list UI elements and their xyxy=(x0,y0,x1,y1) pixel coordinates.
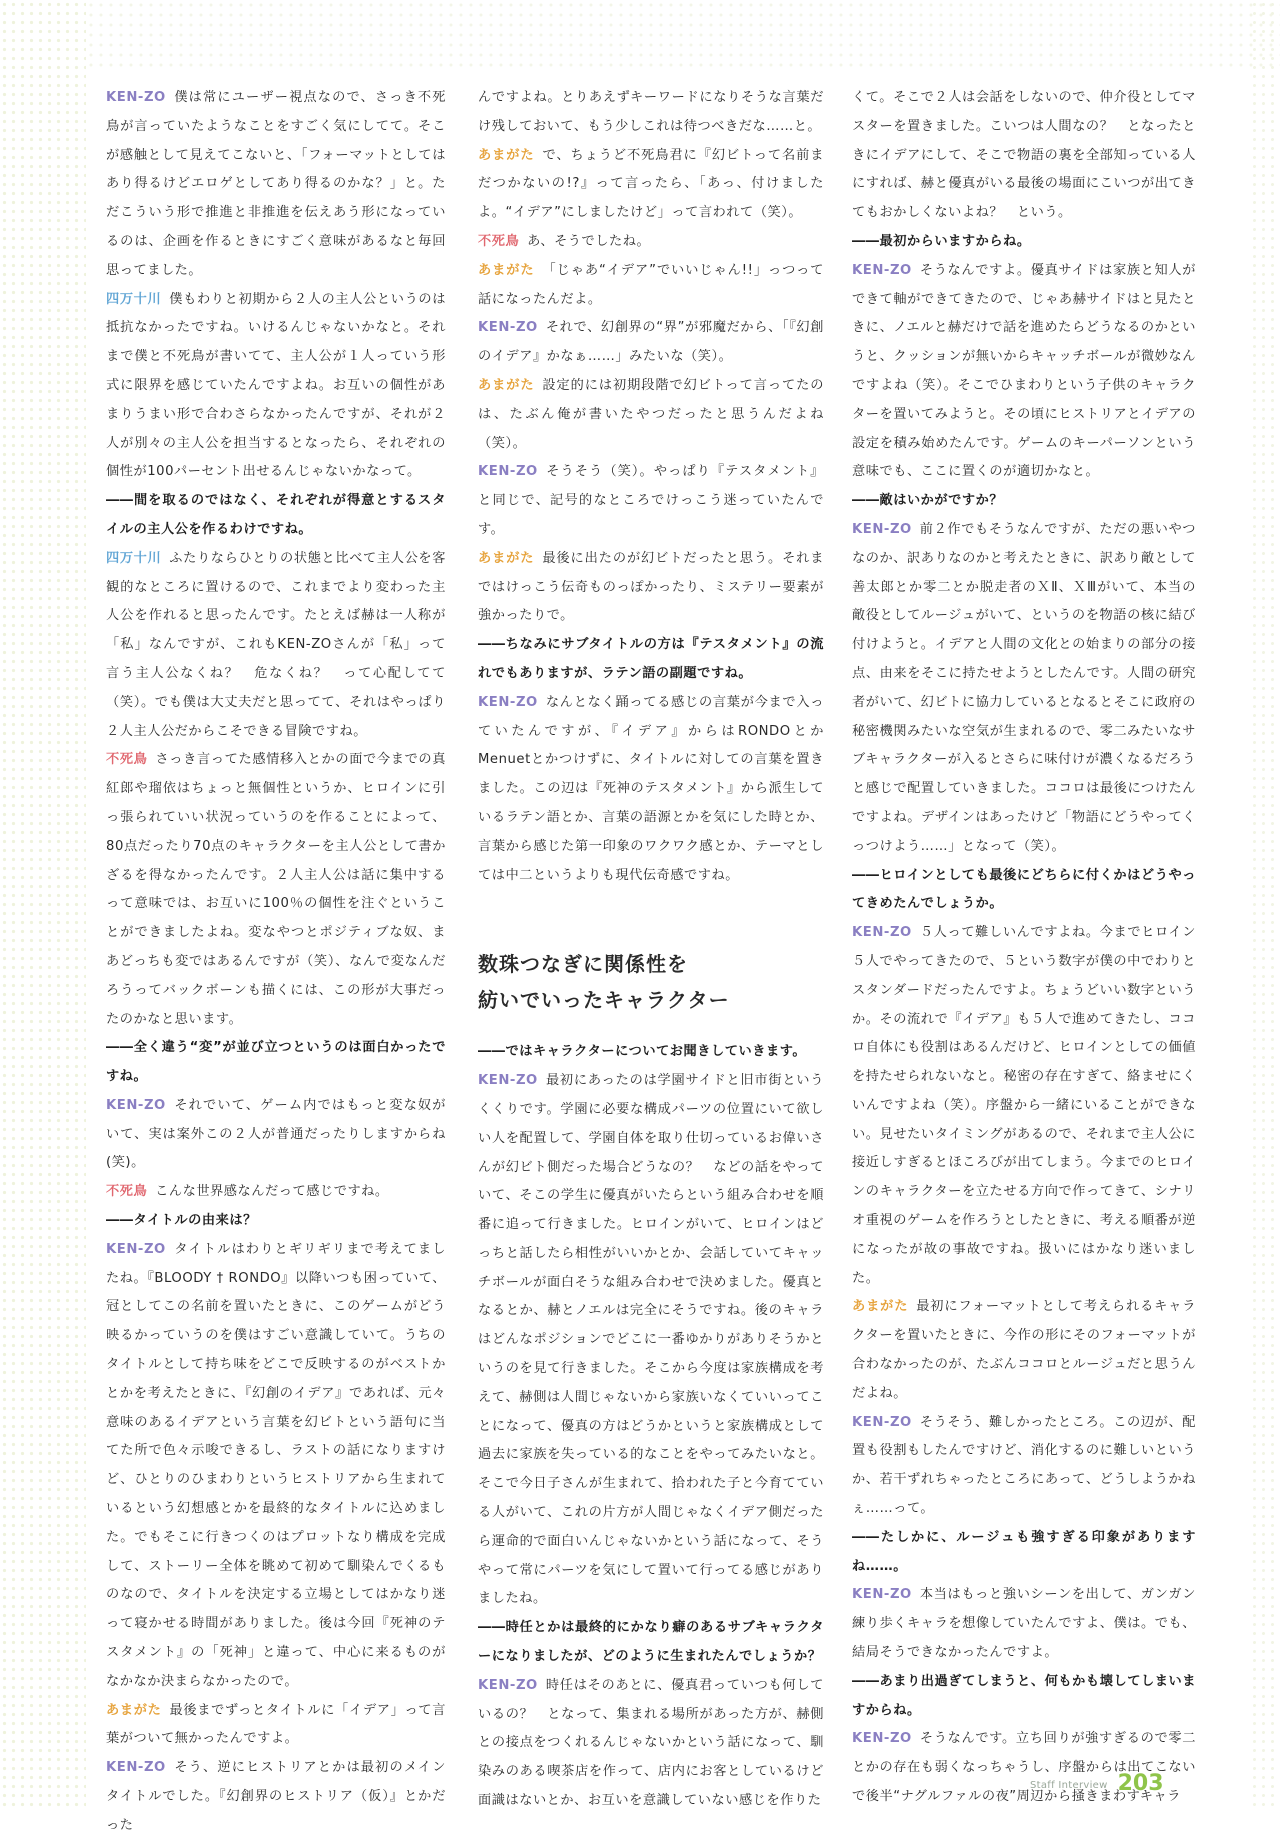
speaker-text: 最初にあったのは学園サイドと旧市街というくくりです。学園に必要な構成パーツの位置にいて欲しい人を配置して、学園自体を取り仕切っているお偉いさんが幻ビト側だった場合どうなの？ などの話をやっていて、そこの学生に優真がいたらという組み合わせを順番に追って行きました。ヒロインがいて、ヒロインはどっちと話したら相性がいいかとか、会話していてキャッチボールが面白そうな組み合わせで決めました。優真となるとか、赫とノエルは完全にそうですね。後のキャラはどんなポジションでどこに一番ゆかりがありそうかというのを見て行きました。そこから今度は家族構成を考えて、赫側は人間じゃないから家族いなくていいってことになって、優真の方はどうかというと家族構成として過去に家族を失っている的なことをやってみたいなと。そこで今日子さんが生まれて、拾われた子と今育てている人がいて、これの片方が人間じゃなくイデア側だったら運命的で面白いんじゃないかという話になって、そうやって常にパーツを気にして置いて行ってる感じがありましたね。 xyxy=(478,1073,824,1607)
speaker-text: そう、逆にヒストリアとかは最初のメインタイトルでした。『幻創界のヒストリア（仮）』とかだった xyxy=(106,1760,446,1833)
speaker-line xyxy=(478,545,824,631)
page-number: 203 xyxy=(1117,1771,1164,1796)
speaker-text: 最後に出たのが幻ビトだったと思う。それまではけっこう伝奇ものっぽかったり、ミステリー要素が強かったりで。 xyxy=(478,550,825,624)
speaker-name: 不死鳥 xyxy=(478,233,520,249)
speaker-name: KEN-ZO xyxy=(106,90,166,105)
interviewer-question: ――全く違う“変”が並び立つというのは面白かったですね。 xyxy=(106,1040,446,1085)
speaker-text: 僕もわりと初期から２人の主人公というのは抵抗なかったですね。いけるんじゃないかなと。それまで僕と不死鳥が書いてて、主人公が１人っていう形式に限界を感じていたんですよね。お互いの個性があまりうまい形で合わさらなかったんですが、それが２人が別々の主人公を担当するとなったら、それぞれの個性が100パーセント出せるんじゃないかなって。 xyxy=(106,291,447,480)
speaker-line xyxy=(106,1754,446,1840)
speaker-name: あまがた xyxy=(478,147,535,163)
speaker-text: 最後までずっとタイトルに「イデア」って言葉がついて無かったんですよ。 xyxy=(106,1702,447,1747)
speaker-name: KEN-ZO xyxy=(478,694,538,710)
speaker-text: ふたりならひとりの状態と比べて主人公を客観的なところに置けるので、これまでより変わった主人公を作れると思ったんです。たとえば赫は一人称が「私」なんですが、これもKEN-ZOさんが「私」って言う主人公なくね？ 危なくね？ って心配してて（笑）。でも僕は大丈夫だと思ってて、それはやっぱり２人主人公だからこそできる冒険ですね。 xyxy=(106,550,447,739)
speaker-line xyxy=(106,286,446,488)
speaker-text: 「じゃあ“イデア”でいいじゃん!!」っつって話になったんだよ。 xyxy=(478,262,824,307)
dotted-margin-right xyxy=(1250,0,1280,1810)
speaker-name: あまがた xyxy=(478,377,535,393)
speaker-name: あまがた xyxy=(478,262,535,278)
speaker-text: ５人って難しいんですよね。今までヒロイン５人でやってきたので、５という数字が僕の中でわりとスタンダードだったんですよ。ちょうどいい数字というか。その流れで『イデア』も５人で進めてきたし、ココロ自体にも役割はあるんだけど、ヒロインとしての価値を持たせられないなと。秘密の存在すぎて、絡ませにくいんですよね（笑）。序盤から一緒にいることができない。見せたいタイミングがあるので、それまで主人公に接近しすぎるとほころびが出てしまう。今までのヒロインのキャラクターを立たせる方向で作ってきて、シナリオ重視のゲームを作ろうとしたときに、考える順番が逆になったが故の事故ですね。扱いにはかなり迷いました。 xyxy=(852,925,1196,1286)
speaker-text: そうなんですよ。優真サイドは家族と知人ができて軸ができてきたので、じゃあ赫サイドはと見たときに、ノエルと赫だけで話を進めたらどうなるのかというと、クッションが無いからキャッチボールが微妙なんですよね（笑）。そこでひまわりという子供のキャラクターを置いてみようと。その頃にヒストリアとイデアの設定を積み始めたんです。ゲームのキーパーソンという意味でも、ここに置くのが適切かなと。 xyxy=(852,262,1196,480)
speaker-line xyxy=(852,919,1196,1293)
section-heading: 数珠つなぎに関係性を 紡いでいったキャラクター xyxy=(478,952,730,1013)
speaker-name: KEN-ZO xyxy=(852,1414,912,1430)
speaker-line xyxy=(106,1092,446,1178)
speaker-text: 設定的には初期段階で幻ビトって言ってたのは、たぶん俺が書いたやつだったと思うんだよね（笑）。 xyxy=(478,377,824,451)
speaker-text: 最初にフォーマットとして考えられるキャラクターを置いたときに、今作の形にそのフォーマットが合わなかったのが、たぶんココロとルージュだと思うんだよね。 xyxy=(852,1299,1197,1401)
speaker-name: KEN-ZO xyxy=(106,1241,166,1257)
speaker-name: KEN-ZO xyxy=(852,521,912,537)
speaker-text: タイトルはわりとギリギリまで考えてましたね。『BLOODY † RONDO』以降いつも困っていて、冠としてこの名前を置いたときに、このゲームがどう映るかっていうのを僕はすごい意識していて。うちのタイトルとして持ち味をどこで反映するのがベストかとかを考えたときに、『幻創のイデア』であれば、元々意味のあるイデアという言葉を幻ビトという語句に当てた所で色々示唆できるし、ラストの話になりますけど、ひとりのひまわりというヒストリアから生まれているという幻想感とかを最終的なタイトルに込めました。でもそこに行きつくのはプロットなり構成を完成して、ストーリー全体を眺めて初めて馴染んでくるものなので、タイトルを決定する立場としてはかなり迷って寝かせる時間がありました。後は今回『死神のテスタメント』の「死神」と違って、中心に来るものがなかなか決まらなかったので。 xyxy=(106,1241,446,1689)
speaker-line xyxy=(106,746,446,1034)
speaker-line xyxy=(478,372,824,458)
speaker-name: 不死鳥 xyxy=(106,752,148,768)
speaker-name: 四万十川 xyxy=(106,291,162,307)
speaker-line xyxy=(106,1697,446,1755)
speaker-line xyxy=(106,1236,446,1697)
continued-text: んですよね。とりあえずキーワードになりそうな言葉だけ残しておいて、もう少しこれは待つべきだな……と。 xyxy=(478,90,824,134)
interviewer-question: ――最初からいますからね。 xyxy=(852,233,1031,249)
speaker-line xyxy=(478,689,824,891)
speaker-name: KEN-ZO xyxy=(852,1587,912,1603)
speaker-line xyxy=(106,1178,446,1207)
speaker-line xyxy=(852,1293,1196,1408)
page-footer xyxy=(1030,1766,1210,1796)
interviewer-question: ――ヒロインとしても最後にどちらに付くかはどうやってきめたんでしょうか。 xyxy=(852,867,1196,912)
speaker-line xyxy=(478,228,824,257)
speaker-name: KEN-ZO xyxy=(478,464,538,480)
speaker-line xyxy=(478,1067,824,1614)
speaker-name: あまがた xyxy=(852,1299,909,1315)
footer-section-label: Staff Interview xyxy=(1030,1780,1108,1791)
speaker-line xyxy=(106,84,446,286)
speaker-text: なんとなく踊ってる感じの言葉が今まで入っていたんですが、『イデア』からはRONDOとかMenuetとかつけずに、タイトルに対しての言葉を置きました。この辺は『死神のテスタメント』から派生しているラテン語とか、言葉の語源とかを気にした時とか、言葉から感じた第一印象のワクワク感とか、テーマとしては中二というよりも現代伝奇感ですね。 xyxy=(478,694,824,883)
speaker-text: こんな世界感なんだって感じですね。 xyxy=(155,1184,389,1200)
speaker-text: 僕は常にユーザー視点なので、さっき不死鳥が言っていたようなことをすごく気にしてて。そこが感触として見えてこないと、「フォーマットとしてはあり得るけどエロゲとしてあり得るのかな？」と。ただこういう形で推進と非推進を伝えあう形になっているのは、企画を作るときにすごく意味があるなと毎回思ってました。 xyxy=(106,90,446,278)
speaker-name: 不死鳥 xyxy=(106,1184,148,1200)
column-2 xyxy=(478,84,824,1816)
column-3 xyxy=(852,84,1196,1812)
speaker-line xyxy=(478,257,824,315)
speaker-text: そうそう、難しかったところ。この辺が、配置も役割もしたんですけど、消化するのに難しいというか、若干ずれちゃったところにあって、どうしようかねぇ……って。 xyxy=(852,1414,1196,1517)
speaker-text: 前２作でもそうなんですが、ただの悪いやつなのか、訳ありなのかと考えたときに、訳あり敵として善太郎とか零二とか脱走者のＸⅡ、ＸⅢがいて、本当の敵役としてルージュがいて、というのを物語の核に結び付けようと。イデアと人間の文化との始まりの部分の接点、由来をそこに持たせようとしたんです。人間の研究者がいて、幻ビトに協力しているとなるとそこに政府の秘密機関みたいな空気が生まれるので、零二みたいなサブキャラクターが入るとさらに味付けが濃くなるだろうと感じで配置していきました。ココロは最後につけたんですよね。デザインはあったけど「物語にどうやってくっつけよう……」となって（笑）。 xyxy=(852,521,1196,854)
interviewer-question: ――あまり出過ぎてしまうと、何もかも壊してしまいますからね。 xyxy=(852,1673,1196,1718)
dotted-margin-top xyxy=(86,0,1280,70)
continued-text: くて。そこで２人は会話をしないので、仲介役としてマスターを置きました。こいつは人間なの？ となったときにイデアにして、そこで物語の裏を全部知っている人にすれば、赫と優真がいる最後の場面にこいつが出てきてもおかしくないよね？ という。 xyxy=(852,90,1196,221)
speaker-name: KEN-ZO xyxy=(106,1760,166,1776)
column-1 xyxy=(106,84,446,1841)
speaker-line xyxy=(852,257,1196,487)
speaker-text: それで、幻創界の“界”が邪魔だから、「『幻創のイデア』かなぁ……」みたいな（笑）。 xyxy=(478,320,824,365)
interviewer-question: ――時任とかは最終的にかなり癖のあるサブキャラクターになりましたが、どのように生まれたんでしょうか？ xyxy=(478,1620,824,1665)
speaker-name: 四万十川 xyxy=(106,550,162,566)
speaker-text: そうなんです。立ち回りが強すぎるので零二とかの存在も弱くなっちゃうし、序盤からは出てこないで後半“ナグルファルの夜”周辺から掻きまわすキャラ xyxy=(852,1731,1196,1805)
speaker-name: KEN-ZO xyxy=(852,1731,912,1747)
speaker-name: KEN-ZO xyxy=(478,320,538,336)
speaker-text: それでいて、ゲーム内ではもっと変な奴がいて、実は案外この２人が普通だったりしますからね(笑)。 xyxy=(106,1097,446,1171)
speaker-line xyxy=(478,314,824,372)
speaker-line xyxy=(852,516,1196,862)
speaker-line xyxy=(852,1409,1196,1524)
speaker-text: あ、そうでしたね。 xyxy=(527,233,651,249)
speaker-text: 時任はそのあとに、優真君っていつも何しているの？ となって、集まれる場所があった方が、赫側との接点をつくれるんじゃないかという話になって、馴染みのある喫茶店を作って、店内にお客としているけど面識はないとか、お互いを意識していない感じを作りた xyxy=(478,1677,824,1809)
speaker-line xyxy=(478,458,824,544)
speaker-line xyxy=(106,545,446,747)
speaker-text: 本当はもっと強いシーンを出して、ガンガン練り歩くキャラを想像していたんですよ、僕は。でも、結局そうできなかったんですよ。 xyxy=(852,1587,1196,1661)
interviewer-question: ――タイトルの由来は？ xyxy=(106,1213,257,1229)
interviewer-question: ――たしかに、ルージュも強すぎる印象がありますね……。 xyxy=(852,1529,1196,1574)
interviewer-question: ――ちなみにサブタイトルの方は『テスタメント』の流れでもありますが、ラテン語の副題ですね。 xyxy=(478,637,824,681)
speaker-name: KEN-ZO xyxy=(852,262,912,278)
speaker-text: さっき言ってた感情移入とかの面で今までの真紅郎や瑠依はちょっと無個性というか、ヒロインに引っ張られていい状況っていうのを作ることによって、80点だったり70点のキャラクターを主人公として書かざるを得なかったんです。２人主人公は話に集中するって意味では、お互いに100％の個性を注ぐということができましたよね。変なやつとポジティブな奴、まあどっちも変ではあるんですが（笑）、なんで変なんだろうってバックボーンも描くには、この形が大事だったのかなと思います。 xyxy=(106,752,446,1027)
speaker-name: KEN-ZO xyxy=(478,1677,538,1693)
speaker-line xyxy=(852,1581,1196,1667)
speaker-name: KEN-ZO xyxy=(478,1073,538,1089)
speaker-name: KEN-ZO xyxy=(852,925,912,941)
speaker-line xyxy=(478,142,824,228)
speaker-name: KEN-ZO xyxy=(106,1097,166,1113)
speaker-text: そうそう（笑）。やっぱり『テスタメント』と同じで、記号的なところでけっこう迷っていたんです。 xyxy=(478,464,824,537)
speaker-name: あまがた xyxy=(106,1702,162,1718)
interviewer-question: ――間を取るのではなく、それぞれが得意とするスタイルの主人公を作るわけですね。 xyxy=(106,493,446,537)
speaker-name: あまがた xyxy=(478,550,535,566)
interviewer-question: ――ではキャラクターについてお聞きしていきます。 xyxy=(478,1044,807,1060)
dotted-margin-left xyxy=(0,0,86,1810)
speaker-line xyxy=(478,1672,824,1816)
speaker-text: で、ちょうど不死鳥君に『幻ビトって名前まだつかないの!?』って言ったら、「あっ、付けましたよ。“イデア”にしましたけど」って言われて（笑）。 xyxy=(478,147,824,221)
interviewer-question: ――敵はいかがですか？ xyxy=(852,493,1004,509)
